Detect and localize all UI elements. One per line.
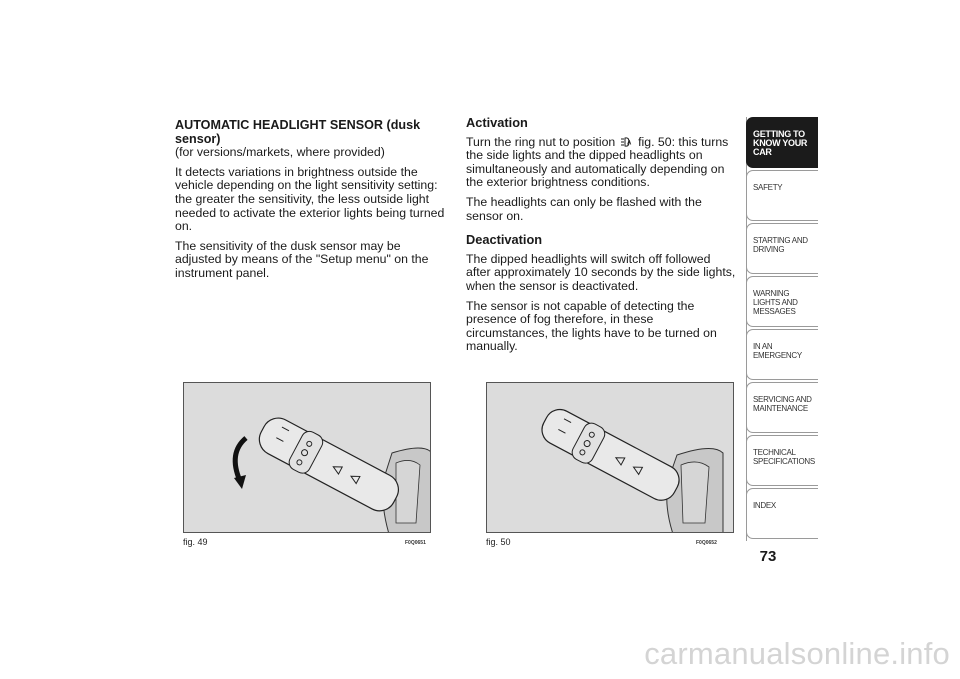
figure-caption: fig. 50 [486,537,511,547]
stalk-illustration [184,383,431,533]
figure-49-illustration [183,382,431,533]
paragraph: The sensor is not capable of detecting the presence of fog therefore, in these circumstances, the lights have to be turned on manually. [466,298,717,354]
availability-note: (for versions/markets, where provided) [175,145,385,160]
deactivation-heading: Deactivation [466,232,543,248]
right-column [466,116,738,360]
auto-headlight-icon [619,136,635,148]
svg-text:A: A [626,140,632,147]
left-column [175,119,445,287]
tab-index[interactable]: INDEX [746,488,818,539]
paragraph: The dipped headlights will switch off followed after approximately 10 seconds by the side lights, when the sensor is deactivated. [466,251,736,293]
activation-text-start: Turn the ring nut to position [466,134,616,149]
paragraph: It detects variations in brightness outside the vehicle depending on the light sensitivity setting: the greater the sensitivity, the less outside light needed to activate the exterior lights being turned on. [175,164,445,234]
figure-caption: fig. 49 [183,537,208,547]
tab-safety[interactable]: SAFETY [746,170,818,221]
chapter-tabs [746,117,818,541]
tab-technical-specifications[interactable]: TECHNICAL SPECIFICATIONS [746,435,818,486]
figure-code: F0Q0652 [696,540,717,546]
paragraph: The sensitivity of the dusk sensor may be adjusted by means of the "Setup menu" on the instrument panel. [175,238,429,280]
activation-heading: Activation [466,115,528,130]
activation-text-end: fig. 50: this turns the side lights and the dipped headlights on simultaneously and automatically depending on the exterior brightness conditions. [466,134,729,190]
tab-starting-and-driving[interactable]: STARTING AND DRIVING [746,223,818,274]
paragraph: The headlights can only be flashed with the sensor on. [466,194,702,223]
tab-warning-lights[interactable]: WARNING LIGHTS AND MESSAGES [746,276,818,327]
section-title: AUTOMATIC HEADLIGHT SENSOR (dusk sensor) [175,118,421,146]
watermark: carmanualsonline.info [644,636,950,671]
figure-50-illustration [486,382,734,533]
tab-servicing[interactable]: SERVICING AND MAINTENANCE [746,382,818,433]
page-number: 73 [759,548,777,565]
tab-in-an-emergency[interactable]: IN AN EMERGENCY [746,329,818,380]
tab-getting-to-know-your-car[interactable]: GETTING TO KNOW YOUR CAR [746,117,818,168]
figure-code: F0Q0651 [405,540,426,546]
stalk-illustration [487,383,734,533]
paragraph [466,136,738,190]
